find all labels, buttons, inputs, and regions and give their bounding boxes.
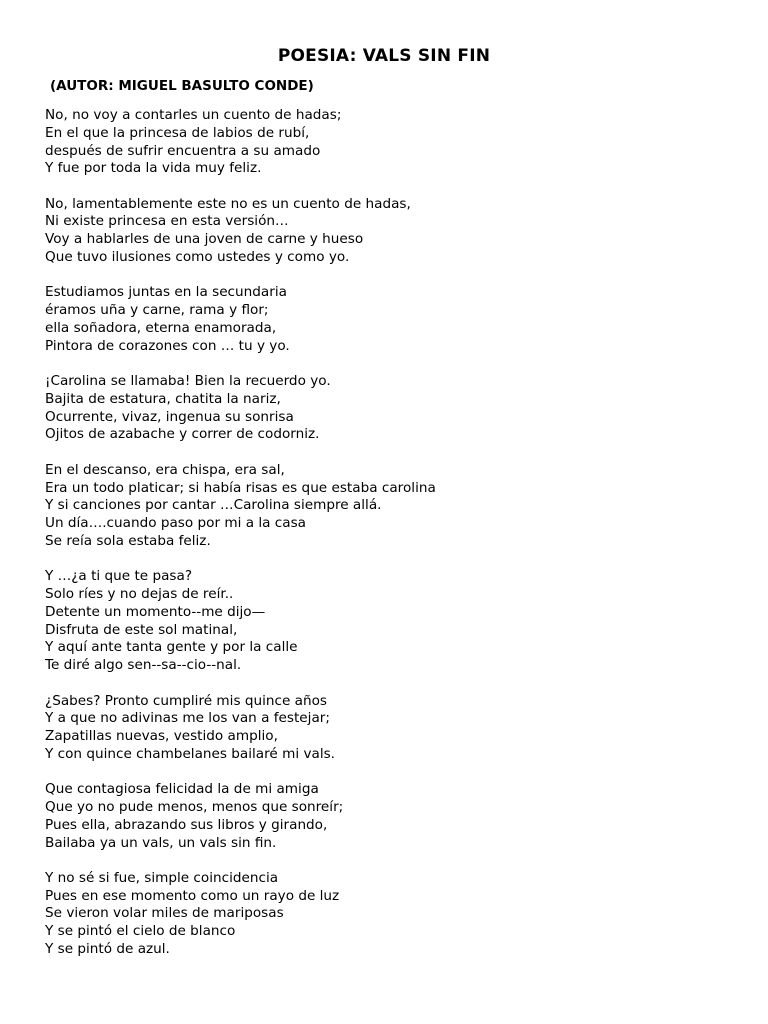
poem-line: Se vieron volar miles de mariposas — [45, 905, 284, 922]
poem-line: Detente un momento--me dijo— — [45, 603, 266, 620]
poem-line: Pues ella, abrazando sus libros y girando, — [45, 816, 328, 833]
poem-line: Bailaba ya un vals, un vals sin fin. — [45, 834, 277, 851]
poem-title: POESIA: VALS SIN FIN — [277, 46, 491, 66]
poem-line: Te diré algo sen--sa--cio--nal. — [45, 657, 242, 674]
poem-line: Que contagiosa felicidad la de mi amiga — [45, 781, 319, 798]
poem-line: ella soñadora, eterna enamorada, — [45, 319, 277, 336]
poem-line: Y fue por toda la vida muy feliz. — [45, 160, 262, 177]
poem-author: (AUTOR: MIGUEL BASULTO CONDE) — [50, 78, 314, 94]
poem-line: después de sufrir encuentra a su amado — [45, 142, 321, 159]
poem-line: Voy a hablarles de una joven de carne y hueso — [45, 231, 364, 248]
poem-stanza — [45, 373, 745, 444]
poem-line: No, lamentablemente este no es un cuento de hadas, — [45, 195, 411, 212]
poem-stanza — [45, 196, 745, 267]
poem-line: Y aquí ante tanta gente y por la calle — [45, 639, 298, 656]
poem-line: Que tuvo ilusiones como ustedes y como yo. — [45, 249, 350, 266]
poem-stanza — [45, 693, 745, 764]
poem-line: Pintora de corazones con … tu y yo. — [45, 337, 290, 354]
poem-line: Y …¿a ti que te pasa? — [45, 568, 193, 585]
poem-stanza — [45, 870, 745, 959]
poem-stanza — [45, 284, 745, 355]
poem-line: Pues en ese momento como un rayo de luz — [45, 887, 340, 904]
poem-line: ¡Carolina se llamaba! Bien la recuerdo yo. — [45, 373, 331, 390]
poem-line: ¿Sabes? Pronto cumpliré mis quince años — [45, 692, 327, 709]
poem-line: Y a que no adivinas me los van a festejar; — [45, 710, 330, 727]
poem-stanza — [45, 107, 745, 178]
poem-line: En el descanso, era chispa, era sal, — [45, 461, 285, 478]
poem-line: Era un todo platicar; si había risas es que estaba carolina — [45, 479, 436, 496]
poem-line: Y se pintó el cielo de blanco — [45, 923, 236, 940]
poem-stanza — [45, 462, 745, 551]
poem-line: No, no voy a contarles un cuento de hadas; — [45, 107, 342, 123]
poem-line: Ojitos de azabache y correr de codorniz. — [45, 426, 320, 443]
poem-line: Ocurrente, vivaz, ingenua su sonrisa — [45, 408, 294, 425]
poem-line: éramos uña y carne, rama y flor; — [45, 302, 269, 319]
poem-line: Y con quince chambelanes bailaré mi vals. — [45, 745, 336, 762]
poem-line: Se reía sola estaba feliz. — [45, 532, 211, 549]
poem-line: Estudiamos juntas en la secundaria — [45, 284, 287, 301]
poem-line: Y se pintó de azul. — [45, 941, 170, 958]
poem-line: Y no sé si fue, simple coincidencia — [45, 869, 279, 886]
poem-line: Ni existe princesa en esta versión… — [45, 213, 289, 230]
poem-body — [45, 107, 745, 976]
poem-line: Solo ríes y no dejas de reír.. — [45, 586, 234, 603]
poem-line: Disfruta de este sol matinal, — [45, 621, 238, 638]
poem-stanza — [45, 781, 745, 852]
poem-line: En el que la princesa de labios de rubí, — [45, 124, 310, 141]
poem-line: Y si canciones por cantar …Carolina siempre allá. — [45, 497, 382, 514]
poem-line: Bajita de estatura, chatita la nariz, — [45, 390, 281, 407]
poem-line: Que yo no pude menos, menos que sonreír; — [45, 799, 344, 815]
poem-line: Un día….cuando paso por mi a la casa — [45, 515, 307, 532]
poem-line: Zapatillas nuevas, vestido amplio, — [45, 728, 278, 745]
poem-stanza — [45, 568, 745, 675]
